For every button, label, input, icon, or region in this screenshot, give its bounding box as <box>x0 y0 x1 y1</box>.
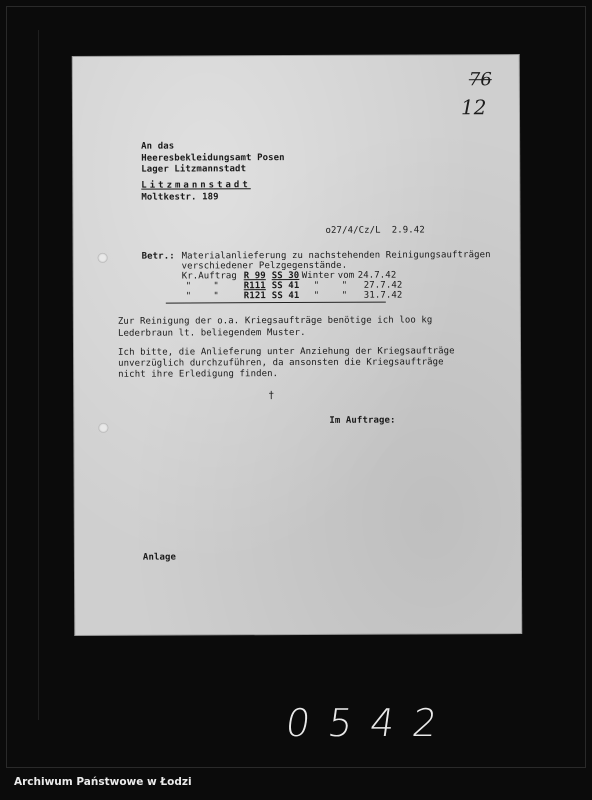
order-date: 27.7.42 <box>363 280 403 291</box>
recipient-city: Litzmannstadt <box>141 180 251 191</box>
order-date-prefix: vom <box>337 270 355 281</box>
recipient-line-2: Heeresbekleidungsamt Posen <box>141 153 285 164</box>
order-date-prefix: " <box>341 290 348 301</box>
recipient-street: Moltkestr. 189 <box>141 192 219 203</box>
handwritten-page-number: 12 <box>460 95 487 120</box>
order-prefix: Kr.Auftrag <box>181 271 237 282</box>
order-ss: SS 30 <box>271 270 300 282</box>
reference-line: o27/4/Cz/L 2.9.42 <box>325 225 425 236</box>
paragraph-1-line-1: Zur Reinigung der o.a. Kriegsaufträge benötige ich loo kg <box>117 315 433 327</box>
recipient-line-3: Lager Litzmannstadt <box>141 164 247 175</box>
order-ss: SS 41 <box>271 280 300 292</box>
order-code: R111 <box>243 281 266 292</box>
subject-line-2: verschiedener Pelzgegenstände. <box>181 260 348 272</box>
film-edge-line <box>38 30 39 720</box>
ink-mark: † <box>268 390 275 402</box>
handwritten-number-top: 76 <box>468 69 492 91</box>
order-date-prefix: " <box>341 280 348 291</box>
subject-label: Betr.: <box>141 251 175 262</box>
subject-line-1: Materialanlieferung zu nachstehenden Reinigungsaufträgen <box>181 250 491 262</box>
order-code: R121 <box>243 291 266 302</box>
order-prefix: " " <box>185 281 219 292</box>
punch-hole-bottom <box>98 423 108 433</box>
order-season: Winter <box>301 270 335 281</box>
order-season: " <box>313 290 320 301</box>
order-code: R 99 <box>243 271 266 282</box>
order-season: " <box>313 280 320 291</box>
order-ss: SS 41 <box>271 290 300 302</box>
enclosure-label: Anlage <box>142 552 177 563</box>
paragraph-2-line-3: nicht ihre Erledigung finden. <box>118 369 279 380</box>
microfilm-frame-number: 0542 <box>282 701 458 745</box>
paragraph-2-line-2: unverzüglich durchzuführen, da ansonsten die Kriegsaufträge <box>118 357 444 369</box>
paragraph-2-line-1: Ich bitte, die Anlieferung unter Anziehung der Kriegsaufträge <box>118 346 455 358</box>
paragraph-1-line-2: Lederbraun lt. beliegendem Muster. <box>117 327 306 339</box>
archive-label: Archiwum Państwowe w Łodzi <box>14 776 192 788</box>
punch-hole-top <box>98 253 108 263</box>
document-page <box>73 55 522 635</box>
recipient-line-1: An das <box>141 141 175 152</box>
closing-line: Im Auftrage: <box>329 415 396 426</box>
order-date: 24.7.42 <box>357 270 397 281</box>
order-prefix: " " <box>185 291 219 302</box>
subject-underline <box>166 302 386 304</box>
order-date: 31.7.42 <box>363 290 403 301</box>
